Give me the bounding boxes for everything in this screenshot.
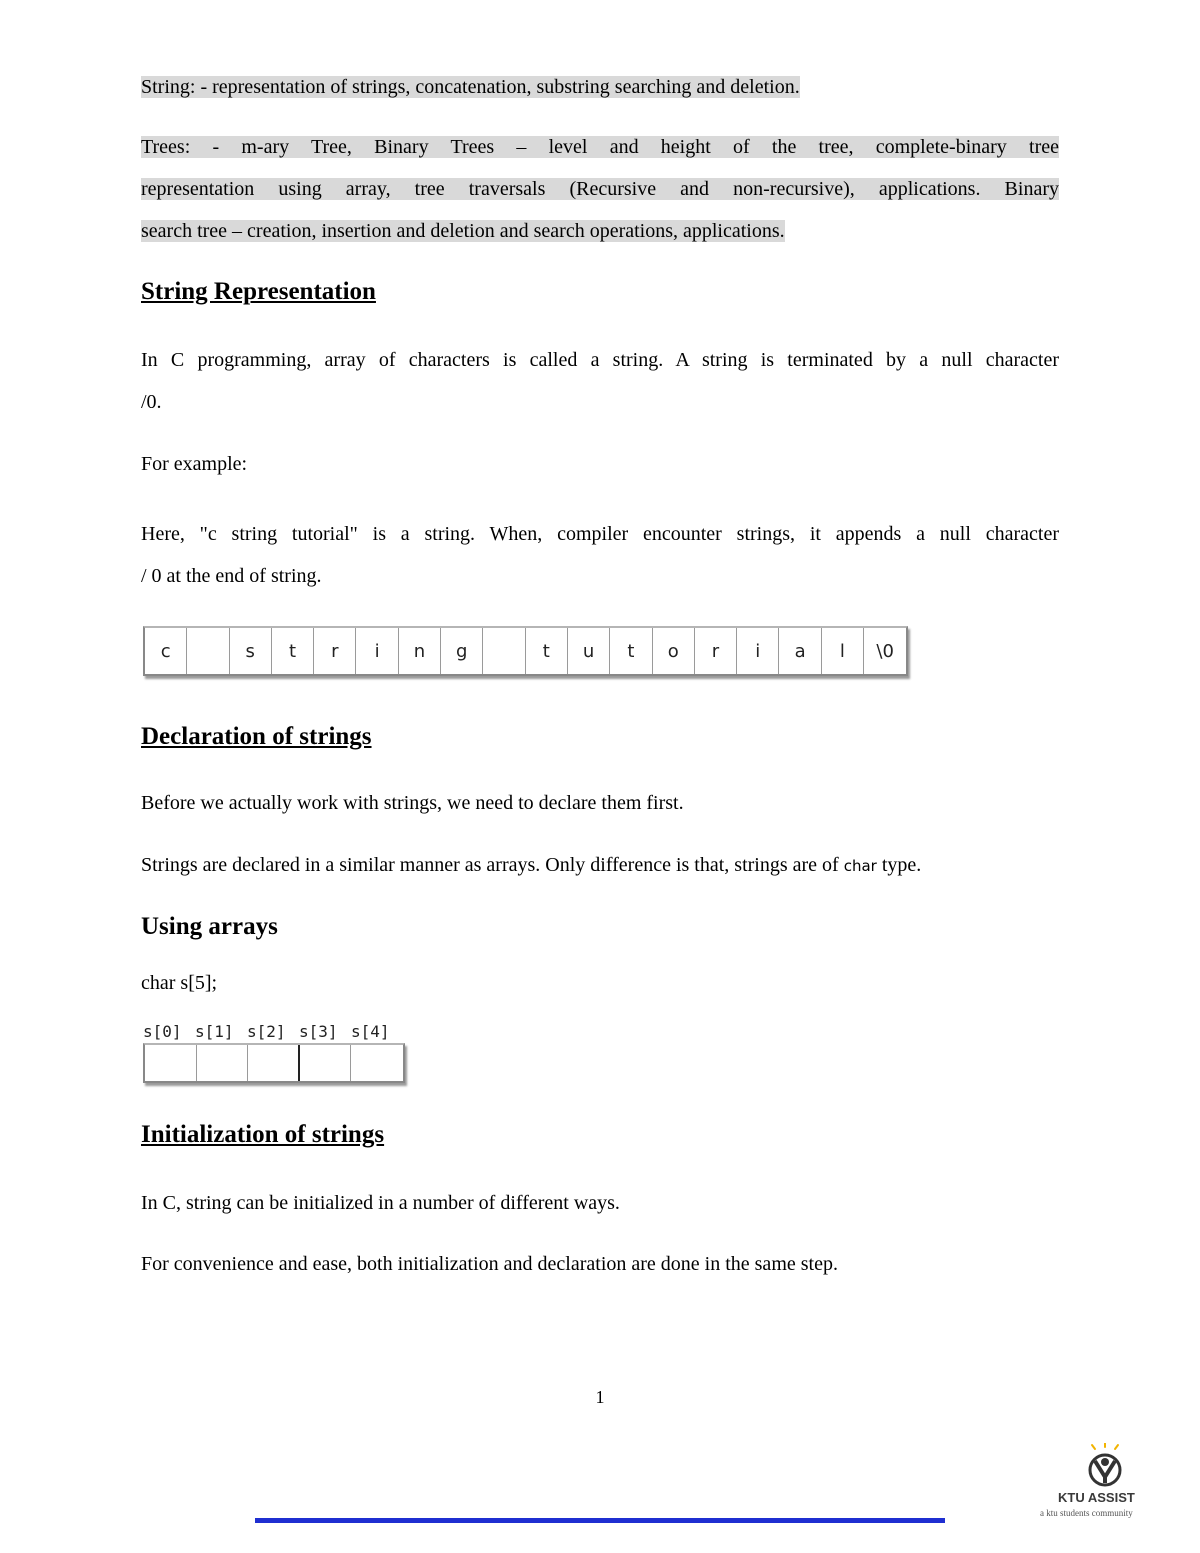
paragraph-string-definition: In C programming, array of characters is called a string. A string is terminated by a null character /0.: [141, 349, 1059, 413]
subheading-using-arrays: Using arrays: [141, 913, 278, 940]
array-index-label: s[0]: [143, 1022, 182, 1041]
paragraph-declared-like-arrays: Strings are declared in a similar manner as arrays. Only difference is that, strings are of char type.: [141, 854, 922, 876]
syllabus-trees-line: search tree – creation, insertion and deletion and search operations, applications.: [141, 220, 785, 242]
array-cell: [351, 1045, 403, 1081]
paragraph-for-example: For example:: [141, 453, 248, 475]
string-cell: t: [272, 628, 314, 674]
syllabus-trees-line: Trees: - m-ary Tree, Binary Trees – level and height of the tree, complete-binary tree: [141, 136, 1059, 158]
array-index-label: s[2]: [247, 1022, 286, 1041]
string-cell: r: [695, 628, 737, 674]
array-index-label: s[3]: [299, 1022, 338, 1041]
footer-rule: [255, 1518, 945, 1523]
paragraph-initialized-ways: In C, string can be initialized in a number of different ways.: [141, 1192, 620, 1214]
string-cell: r: [314, 628, 356, 674]
array-cells-diagram: [143, 1043, 405, 1083]
string-cell: l: [822, 628, 864, 674]
array-index-label: s[4]: [351, 1022, 390, 1041]
array-cell: [197, 1045, 249, 1081]
paragraph-string-example: Here, "c string tutorial" is a string. When, compiler encounter strings, it appends a null character / 0 at the end of string.: [141, 523, 1059, 587]
string-cell: [483, 628, 525, 674]
string-cell: t: [526, 628, 568, 674]
page-number: 1: [595, 1387, 605, 1407]
string-cell: o: [653, 628, 695, 674]
syllabus-string: String: - representation of strings, concatenation, substring searching and deletion.: [141, 76, 800, 98]
heading-string-representation: String Representation: [141, 278, 376, 305]
string-cell: n: [399, 628, 441, 674]
syllabus-trees-line: representation using array, tree traversals (Recursive and non-recursive), applications. Binary: [141, 178, 1059, 200]
array-cell: [300, 1045, 352, 1081]
syllabus-trees: [141, 126, 1059, 252]
array-index-labels: [143, 1022, 403, 1041]
string-cell: i: [737, 628, 779, 674]
inline-code-char: char: [843, 857, 877, 875]
paragraph-convenience: For convenience and ease, both initialization and declaration are done in the same step.: [141, 1253, 838, 1275]
string-cell: u: [568, 628, 610, 674]
logo-tagline: a ktu students community: [1040, 1508, 1133, 1518]
heading-declaration: Declaration of strings: [141, 723, 372, 750]
string-cell: s: [230, 628, 272, 674]
array-cell: [248, 1045, 300, 1081]
code-char-array: char s[5];: [141, 972, 218, 994]
string-cell: c: [145, 628, 187, 674]
logo-name: KTU ASSIST: [1058, 1490, 1135, 1505]
array-index-label: s[1]: [195, 1022, 234, 1041]
string-cell: a: [779, 628, 821, 674]
string-cell: g: [441, 628, 483, 674]
string-cell: i: [356, 628, 398, 674]
heading-initialization: Initialization of strings: [141, 1121, 385, 1148]
string-cell: t: [610, 628, 652, 674]
paragraph-declare-first: Before we actually work with strings, we need to declare them first.: [141, 792, 684, 814]
string-cell: [187, 628, 229, 674]
string-cells-diagram: [143, 626, 908, 676]
array-cell: [145, 1045, 197, 1081]
string-cell: \0: [876, 640, 894, 662]
